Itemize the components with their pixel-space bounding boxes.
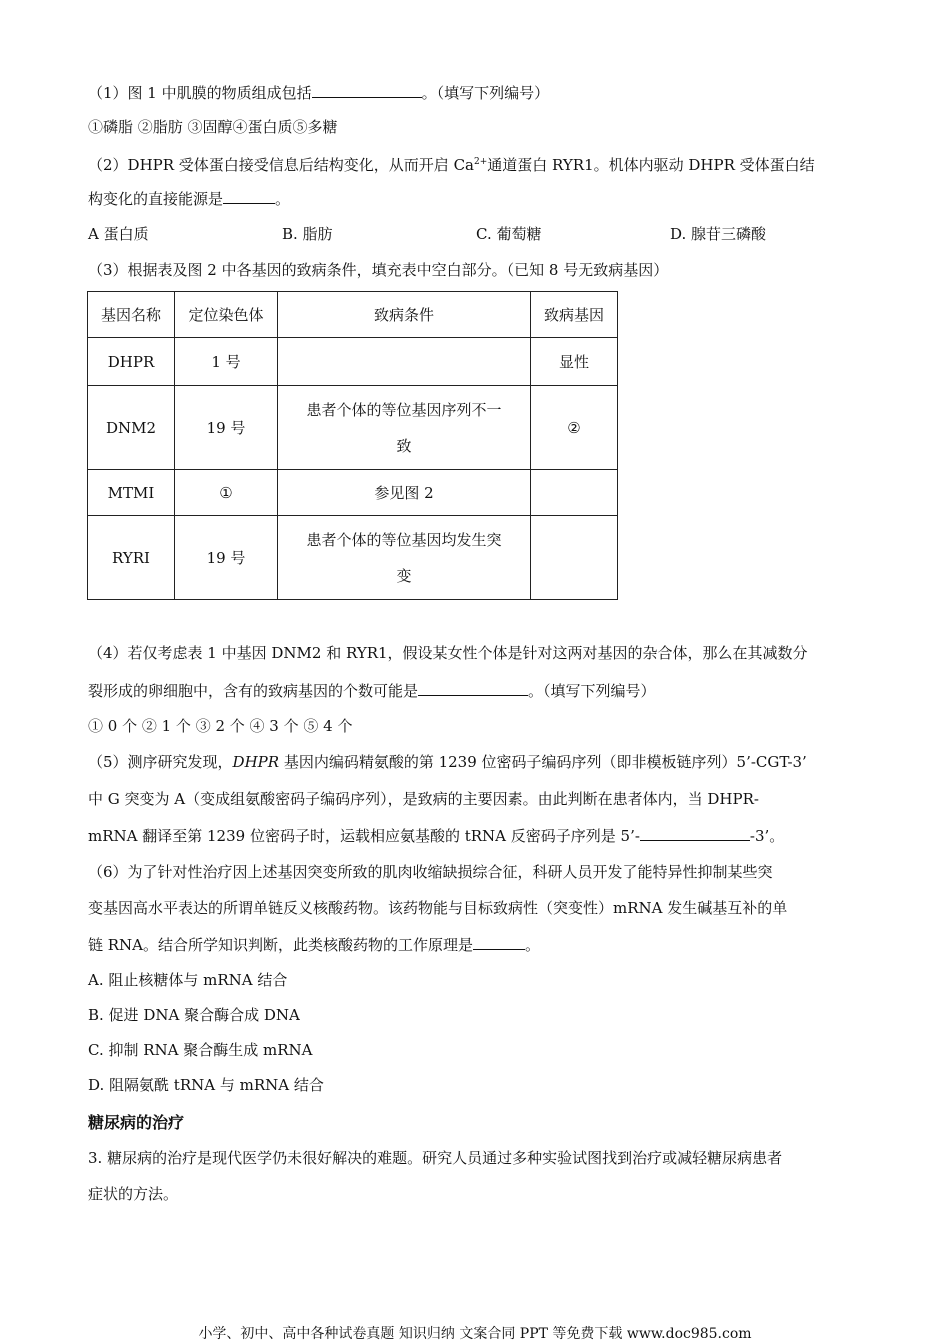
gene-pathogenic[interactable] xyxy=(531,516,618,600)
q2-stem-cont: 构变化的直接能源是 。 xyxy=(88,190,291,208)
gene-condition: 患者个体的等位基因序列不一 致 xyxy=(278,386,531,470)
q5-stem-cont: 中 G 突变为 A（变成组氨酸密码子编码序列），是致病的主要因素。由此判断在患者体内，当 DHPR- xyxy=(88,790,759,808)
answer-blank[interactable] xyxy=(223,188,275,204)
q6-stem-cont: 链 RNA。结合所学知识判断，此类核酸药物的工作原理是 。 xyxy=(88,936,541,954)
q2-choice-a[interactable]: A 蛋白质 xyxy=(88,225,149,243)
gene-name: DNM2 xyxy=(88,386,175,470)
gene-chromosome[interactable]: ① xyxy=(175,470,278,516)
table-header-row xyxy=(88,292,618,338)
section-heading: 糖尿病的治疗 xyxy=(88,1113,185,1132)
gene-chromosome: 1 号 xyxy=(175,338,278,386)
q4-stem-cont: 裂形成的卵细胞中，含有的致病基因的个数可能是 。（填写下列编号） xyxy=(88,682,656,700)
q3-section-intro: 3. 糖尿病的治疗是现代医学仍未很好解决的难题。研究人员通过多种实验试图找到治疗或减轻糖尿病患者 xyxy=(88,1149,783,1167)
q6-choice-a[interactable]: A. 阻止核糖体与 mRNA 结合 xyxy=(88,971,288,989)
table-row xyxy=(88,470,618,516)
q4-stem: （4）若仅考虑表 1 中基因 DNM2 和 RYR1，假设某女性个体是针对这两对基因的杂合体，那么在其减数分 xyxy=(88,644,808,662)
table-header: 定位染色体 xyxy=(175,292,278,338)
answer-blank[interactable] xyxy=(312,82,422,98)
q5-stem-cont: mRNA 翻译至第 1239 位密码子时，运载相应氨基酸的 tRNA 反密码子序列是 5’- -3’。 xyxy=(88,827,785,845)
gene-name: RYRI xyxy=(88,516,175,600)
q1-options: ①磷脂 ②脂肪 ③固醇④蛋白质⑤多糖 xyxy=(88,118,338,136)
table-row xyxy=(88,516,618,600)
gene-chromosome: 19 号 xyxy=(175,516,278,600)
q5-stem: （5）测序研究发现，DHPR 基因内编码精氨酸的第 1239 位密码子编码序列（即非模板链序列）5’-CGT-3’ xyxy=(88,753,807,771)
q2-choice-c[interactable]: C. 葡萄糖 xyxy=(476,225,542,243)
gene-condition: 患者个体的等位基因均发生突 变 xyxy=(278,516,531,600)
q1-stem: （1）图 1 中肌膜的物质组成包括 。（填写下列编号） xyxy=(88,84,550,102)
q4-options: ① 0 个 ② 1 个 ③ 2 个 ④ 3 个 ⑤ 4 个 xyxy=(88,717,353,735)
q6-choice-c[interactable]: C. 抑制 RNA 聚合酶生成 mRNA xyxy=(88,1041,313,1059)
q2-choice-d[interactable]: D. 腺苷三磷酸 xyxy=(670,225,767,243)
gene-chromosome: 19 号 xyxy=(175,386,278,470)
table-header: 致病基因 xyxy=(531,292,618,338)
q6-stem: （6）为了针对性治疗因上述基因突变所致的肌肉收缩缺损综合征，科研人员开发了能特异性抑制某些突 xyxy=(88,863,773,881)
q2-stem: （2）DHPR 受体蛋白接受信息后结构变化，从而开启 $Ca^{2+}$通道蛋白 RYR1。机体内驱动 DHPR 受体蛋白结 xyxy=(88,156,815,174)
gene-name: DHPR xyxy=(88,338,175,386)
table-row xyxy=(88,386,618,470)
table-header: 基因名称 xyxy=(88,292,175,338)
table-row xyxy=(88,338,618,386)
q6-choice-d[interactable]: D. 阻隔氨酰 tRNA 与 mRNA 结合 xyxy=(88,1076,324,1094)
gene-pathogenic[interactable]: ② xyxy=(531,386,618,470)
gene-name: MTMI xyxy=(88,470,175,516)
gene-table xyxy=(87,291,618,600)
page-footer: 小学、初中、高中各种试卷真题 知识归纳 文案合同 PPT 等免费下载 www.doc985.com xyxy=(198,1326,752,1342)
gene-pathogenic: 显性 xyxy=(531,338,618,386)
gene-pathogenic[interactable] xyxy=(531,470,618,516)
answer-blank[interactable] xyxy=(473,934,525,950)
answer-blank[interactable] xyxy=(640,825,750,841)
gene-condition[interactable] xyxy=(278,338,531,386)
table-header: 致病条件 xyxy=(278,292,531,338)
q2-choice-b[interactable]: B. 脂肪 xyxy=(282,225,333,243)
gene-condition: 参见图 2 xyxy=(278,470,531,516)
q3-section-intro-cont: 症状的方法。 xyxy=(88,1185,179,1203)
q6-stem-cont: 变基因高水平表达的所谓单链反义核酸药物。该药物能与目标致病性（突变性）mRNA 发生碱基互补的单 xyxy=(88,899,788,917)
answer-blank[interactable] xyxy=(418,680,528,696)
q3-stem: （3）根据表及图 2 中各基因的致病条件，填充表中空白部分。（已知 8 号无致病基因） xyxy=(88,261,669,279)
q6-choice-b[interactable]: B. 促进 DNA 聚合酶合成 DNA xyxy=(88,1006,300,1024)
